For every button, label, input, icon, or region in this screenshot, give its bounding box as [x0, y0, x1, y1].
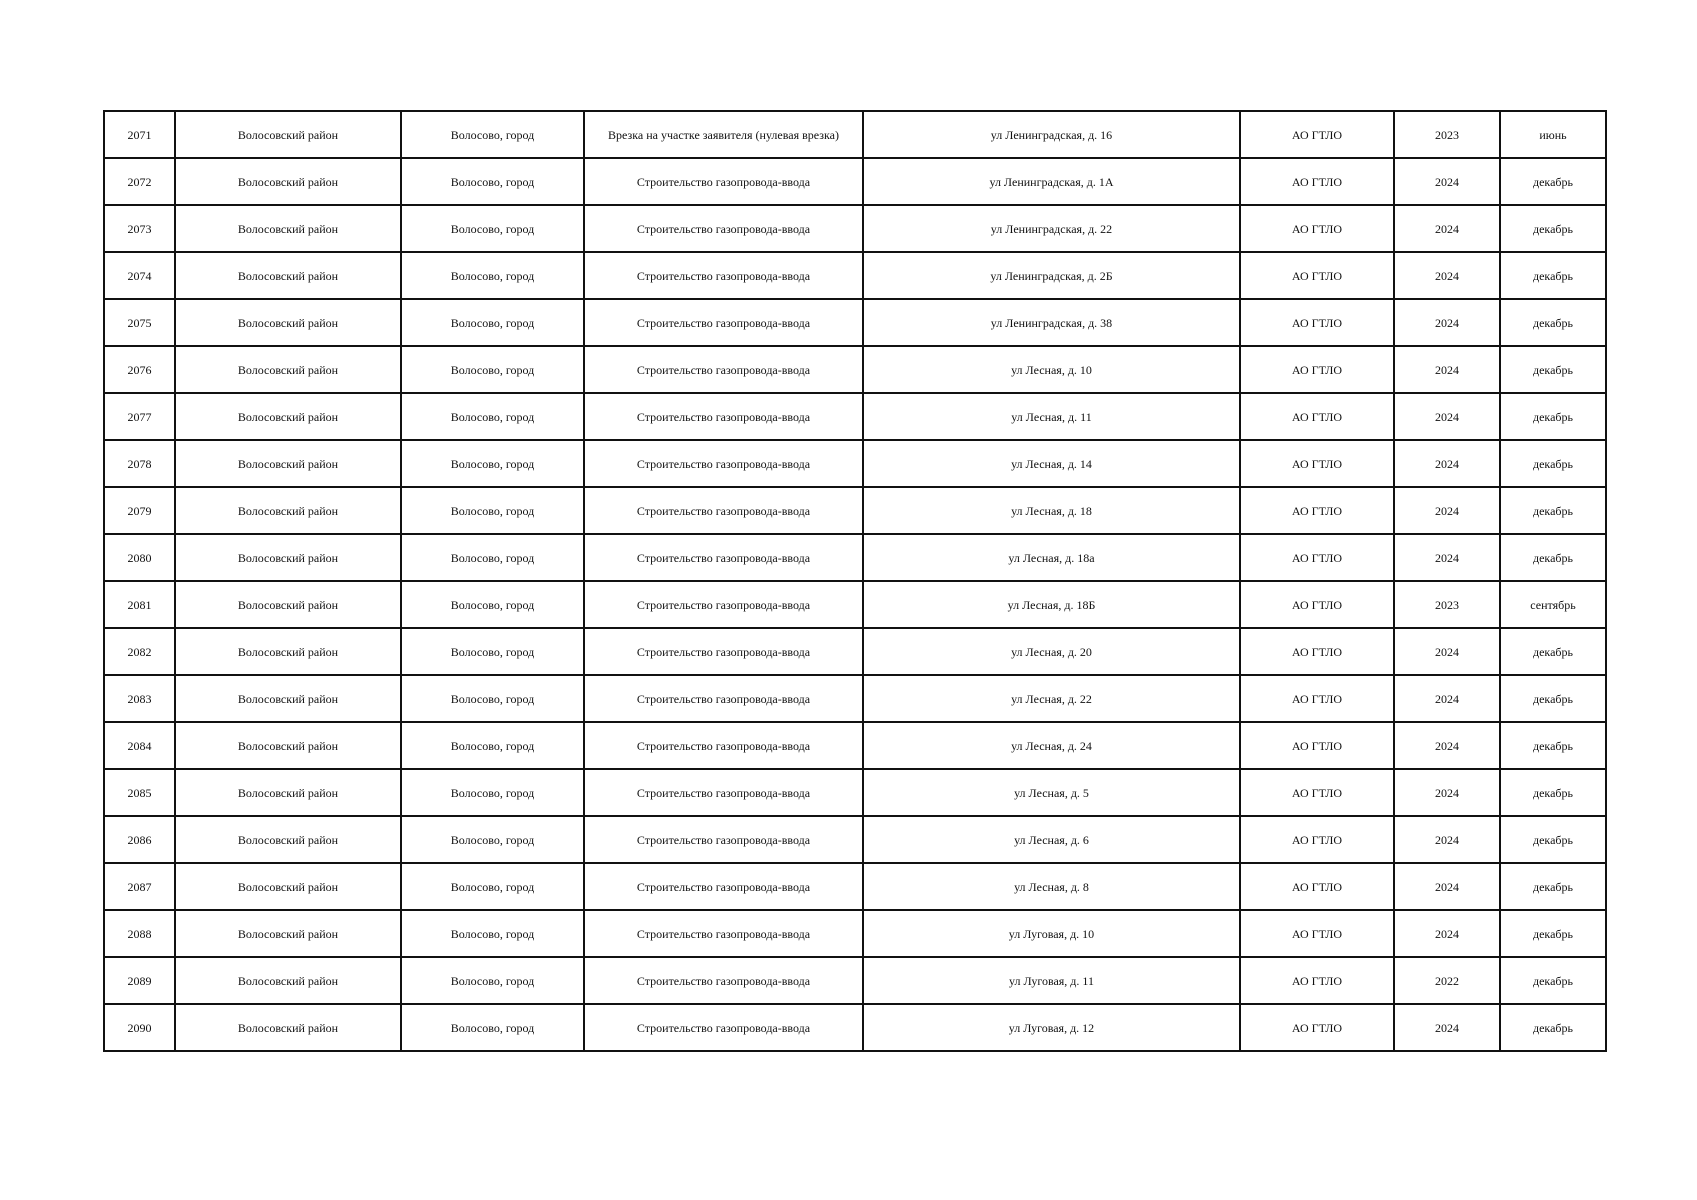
table-row: [104, 393, 1606, 440]
district-cell: Волосовский район: [175, 581, 401, 628]
contractor-cell: АО ГТЛО: [1240, 299, 1394, 346]
work-type-cell: Строительство газопровода-ввода: [584, 205, 863, 252]
district-cell: Волосовский район: [175, 816, 401, 863]
contractor-cell: АО ГТЛО: [1240, 628, 1394, 675]
table-row: [104, 111, 1606, 158]
table-row: [104, 487, 1606, 534]
contractor-cell: АО ГТЛО: [1240, 158, 1394, 205]
work-type-cell: Строительство газопровода-ввода: [584, 816, 863, 863]
contractor-cell: АО ГТЛО: [1240, 957, 1394, 1004]
table-row: [104, 816, 1606, 863]
address-cell: ул Лесная, д. 18Б: [863, 581, 1240, 628]
contractor-cell: АО ГТЛО: [1240, 393, 1394, 440]
row-number-cell: 2079: [104, 487, 175, 534]
settlement-cell: Волосово, город: [401, 628, 584, 675]
row-number-cell: 2073: [104, 205, 175, 252]
year-cell: 2023: [1394, 111, 1500, 158]
settlement-cell: Волосово, город: [401, 346, 584, 393]
address-cell: ул Лесная, д. 22: [863, 675, 1240, 722]
contractor-cell: АО ГТЛО: [1240, 910, 1394, 957]
work-type-cell: Строительство газопровода-ввода: [584, 487, 863, 534]
work-type-cell: Строительство газопровода-ввода: [584, 440, 863, 487]
work-type-cell: Строительство газопровода-ввода: [584, 158, 863, 205]
table-row: [104, 252, 1606, 299]
address-cell: ул Лесная, д. 5: [863, 769, 1240, 816]
month-cell: декабрь: [1500, 769, 1606, 816]
month-cell: декабрь: [1500, 628, 1606, 675]
contractor-cell: АО ГТЛО: [1240, 675, 1394, 722]
address-cell: ул Ленинградская, д. 22: [863, 205, 1240, 252]
row-number-cell: 2086: [104, 816, 175, 863]
contractor-cell: АО ГТЛО: [1240, 581, 1394, 628]
work-type-cell: Строительство газопровода-ввода: [584, 675, 863, 722]
year-cell: 2024: [1394, 440, 1500, 487]
year-cell: 2024: [1394, 816, 1500, 863]
settlement-cell: Волосово, город: [401, 722, 584, 769]
table-row: [104, 346, 1606, 393]
month-cell: сентябрь: [1500, 581, 1606, 628]
month-cell: декабрь: [1500, 722, 1606, 769]
settlement-cell: Волосово, город: [401, 957, 584, 1004]
district-cell: Волосовский район: [175, 628, 401, 675]
table-row: [104, 628, 1606, 675]
settlement-cell: Волосово, город: [401, 910, 584, 957]
contractor-cell: АО ГТЛО: [1240, 722, 1394, 769]
address-cell: ул Лесная, д. 14: [863, 440, 1240, 487]
contractor-cell: АО ГТЛО: [1240, 769, 1394, 816]
district-cell: Волосовский район: [175, 957, 401, 1004]
month-cell: декабрь: [1500, 957, 1606, 1004]
table-row: [104, 722, 1606, 769]
row-number-cell: 2077: [104, 393, 175, 440]
contractor-cell: АО ГТЛО: [1240, 440, 1394, 487]
year-cell: 2024: [1394, 346, 1500, 393]
district-cell: Волосовский район: [175, 863, 401, 910]
district-cell: Волосовский район: [175, 205, 401, 252]
work-type-cell: Строительство газопровода-ввода: [584, 534, 863, 581]
settlement-cell: Волосово, город: [401, 816, 584, 863]
address-cell: ул Лесная, д. 6: [863, 816, 1240, 863]
settlement-cell: Волосово, город: [401, 393, 584, 440]
settlement-cell: Волосово, город: [401, 675, 584, 722]
month-cell: декабрь: [1500, 863, 1606, 910]
table-row: [104, 910, 1606, 957]
district-cell: Волосовский район: [175, 910, 401, 957]
row-number-cell: 2085: [104, 769, 175, 816]
address-cell: ул Луговая, д. 10: [863, 910, 1240, 957]
address-cell: ул Лесная, д. 10: [863, 346, 1240, 393]
work-type-cell: Строительство газопровода-ввода: [584, 769, 863, 816]
settlement-cell: Волосово, город: [401, 440, 584, 487]
gasification-schedule-table: [103, 110, 1607, 1052]
contractor-cell: АО ГТЛО: [1240, 252, 1394, 299]
table-row: [104, 205, 1606, 252]
settlement-cell: Волосово, город: [401, 487, 584, 534]
contractor-cell: АО ГТЛО: [1240, 863, 1394, 910]
table-row: [104, 863, 1606, 910]
row-number-cell: 2076: [104, 346, 175, 393]
address-cell: ул Ленинградская, д. 1А: [863, 158, 1240, 205]
district-cell: Волосовский район: [175, 299, 401, 346]
table-row: [104, 581, 1606, 628]
month-cell: декабрь: [1500, 299, 1606, 346]
table-row: [104, 1004, 1606, 1051]
address-cell: ул Ленинградская, д. 2Б: [863, 252, 1240, 299]
month-cell: декабрь: [1500, 346, 1606, 393]
settlement-cell: Волосово, город: [401, 252, 584, 299]
district-cell: Волосовский район: [175, 252, 401, 299]
year-cell: 2024: [1394, 158, 1500, 205]
settlement-cell: Волосово, город: [401, 581, 584, 628]
table-row: [104, 675, 1606, 722]
work-type-cell: Строительство газопровода-ввода: [584, 957, 863, 1004]
address-cell: ул Лесная, д. 20: [863, 628, 1240, 675]
settlement-cell: Волосово, город: [401, 205, 584, 252]
month-cell: июнь: [1500, 111, 1606, 158]
year-cell: 2024: [1394, 205, 1500, 252]
table-row: [104, 299, 1606, 346]
row-number-cell: 2074: [104, 252, 175, 299]
year-cell: 2024: [1394, 863, 1500, 910]
month-cell: декабрь: [1500, 205, 1606, 252]
year-cell: 2024: [1394, 252, 1500, 299]
address-cell: ул Ленинградская, д. 16: [863, 111, 1240, 158]
address-cell: ул Лесная, д. 18а: [863, 534, 1240, 581]
table-body: [104, 111, 1606, 1051]
year-cell: 2023: [1394, 581, 1500, 628]
work-type-cell: Врезка на участке заявителя (нулевая врезка): [584, 111, 863, 158]
district-cell: Волосовский район: [175, 346, 401, 393]
month-cell: декабрь: [1500, 675, 1606, 722]
table-row: [104, 534, 1606, 581]
work-type-cell: Строительство газопровода-ввода: [584, 1004, 863, 1051]
row-number-cell: 2082: [104, 628, 175, 675]
row-number-cell: 2090: [104, 1004, 175, 1051]
month-cell: декабрь: [1500, 816, 1606, 863]
district-cell: Волосовский район: [175, 675, 401, 722]
district-cell: Волосовский район: [175, 769, 401, 816]
contractor-cell: АО ГТЛО: [1240, 816, 1394, 863]
month-cell: декабрь: [1500, 910, 1606, 957]
district-cell: Волосовский район: [175, 722, 401, 769]
row-number-cell: 2080: [104, 534, 175, 581]
district-cell: Волосовский район: [175, 111, 401, 158]
work-type-cell: Строительство газопровода-ввода: [584, 910, 863, 957]
address-cell: ул Лесная, д. 8: [863, 863, 1240, 910]
month-cell: декабрь: [1500, 534, 1606, 581]
work-type-cell: Строительство газопровода-ввода: [584, 722, 863, 769]
year-cell: 2024: [1394, 393, 1500, 440]
contractor-cell: АО ГТЛО: [1240, 111, 1394, 158]
row-number-cell: 2084: [104, 722, 175, 769]
address-cell: ул Лесная, д. 24: [863, 722, 1240, 769]
year-cell: 2024: [1394, 487, 1500, 534]
row-number-cell: 2071: [104, 111, 175, 158]
address-cell: ул Лесная, д. 11: [863, 393, 1240, 440]
address-cell: ул Ленинградская, д. 38: [863, 299, 1240, 346]
row-number-cell: 2083: [104, 675, 175, 722]
month-cell: декабрь: [1500, 440, 1606, 487]
year-cell: 2024: [1394, 299, 1500, 346]
table-row: [104, 440, 1606, 487]
month-cell: декабрь: [1500, 393, 1606, 440]
work-type-cell: Строительство газопровода-ввода: [584, 393, 863, 440]
row-number-cell: 2078: [104, 440, 175, 487]
work-type-cell: Строительство газопровода-ввода: [584, 299, 863, 346]
year-cell: 2024: [1394, 722, 1500, 769]
row-number-cell: 2075: [104, 299, 175, 346]
contractor-cell: АО ГТЛО: [1240, 205, 1394, 252]
work-type-cell: Строительство газопровода-ввода: [584, 252, 863, 299]
table-row: [104, 957, 1606, 1004]
month-cell: декабрь: [1500, 252, 1606, 299]
contractor-cell: АО ГТЛО: [1240, 346, 1394, 393]
address-cell: ул Луговая, д. 12: [863, 1004, 1240, 1051]
settlement-cell: Волосово, город: [401, 299, 584, 346]
year-cell: 2024: [1394, 1004, 1500, 1051]
year-cell: 2024: [1394, 628, 1500, 675]
settlement-cell: Волосово, город: [401, 863, 584, 910]
table-row: [104, 158, 1606, 205]
contractor-cell: АО ГТЛО: [1240, 487, 1394, 534]
work-type-cell: Строительство газопровода-ввода: [584, 628, 863, 675]
district-cell: Волосовский район: [175, 487, 401, 534]
row-number-cell: 2087: [104, 863, 175, 910]
row-number-cell: 2072: [104, 158, 175, 205]
work-type-cell: Строительство газопровода-ввода: [584, 863, 863, 910]
table-row: [104, 769, 1606, 816]
settlement-cell: Волосово, город: [401, 769, 584, 816]
month-cell: декабрь: [1500, 487, 1606, 534]
address-cell: ул Луговая, д. 11: [863, 957, 1240, 1004]
row-number-cell: 2088: [104, 910, 175, 957]
district-cell: Волосовский район: [175, 440, 401, 487]
month-cell: декабрь: [1500, 1004, 1606, 1051]
row-number-cell: 2089: [104, 957, 175, 1004]
settlement-cell: Волосово, город: [401, 1004, 584, 1051]
year-cell: 2024: [1394, 910, 1500, 957]
settlement-cell: Волосово, город: [401, 158, 584, 205]
district-cell: Волосовский район: [175, 393, 401, 440]
year-cell: 2024: [1394, 534, 1500, 581]
contractor-cell: АО ГТЛО: [1240, 534, 1394, 581]
row-number-cell: 2081: [104, 581, 175, 628]
contractor-cell: АО ГТЛО: [1240, 1004, 1394, 1051]
settlement-cell: Волосово, город: [401, 111, 584, 158]
year-cell: 2024: [1394, 769, 1500, 816]
district-cell: Волосовский район: [175, 1004, 401, 1051]
work-type-cell: Строительство газопровода-ввода: [584, 346, 863, 393]
year-cell: 2022: [1394, 957, 1500, 1004]
month-cell: декабрь: [1500, 158, 1606, 205]
address-cell: ул Лесная, д. 18: [863, 487, 1240, 534]
year-cell: 2024: [1394, 675, 1500, 722]
district-cell: Волосовский район: [175, 158, 401, 205]
work-type-cell: Строительство газопровода-ввода: [584, 581, 863, 628]
district-cell: Волосовский район: [175, 534, 401, 581]
settlement-cell: Волосово, город: [401, 534, 584, 581]
